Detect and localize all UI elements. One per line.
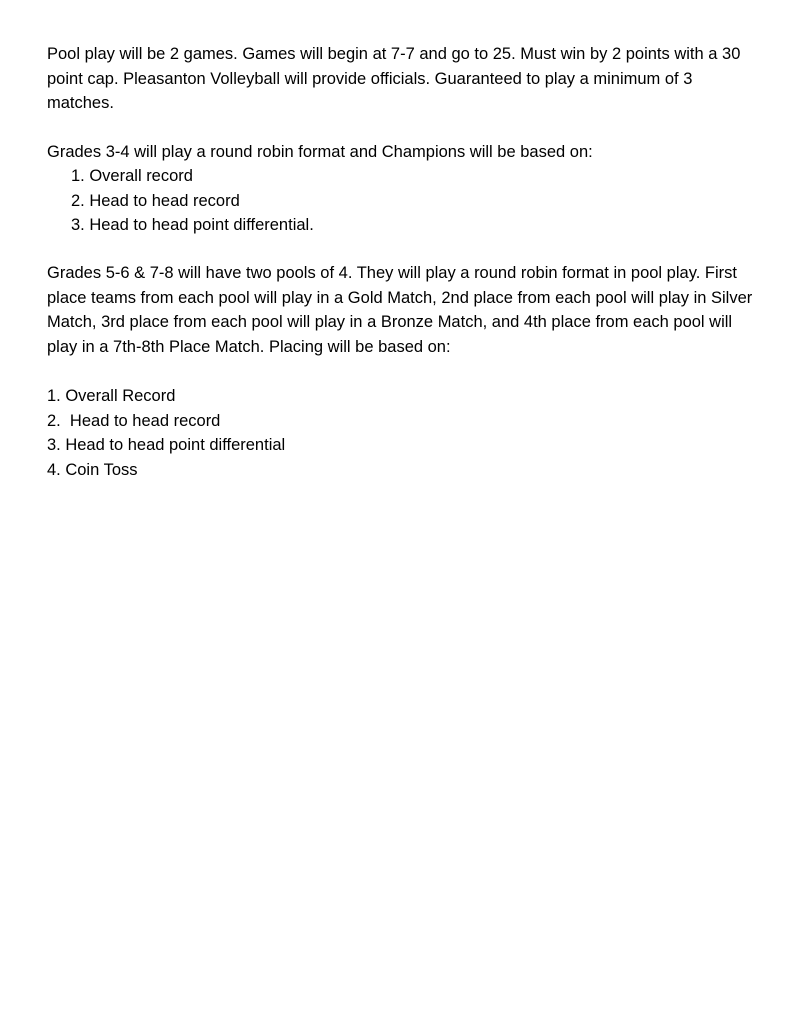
list-item: 1. Overall Record [47,387,176,405]
list-item: 4. Coin Toss [47,460,138,479]
pool-play-rules-paragraph: Pool play will be 2 games. Games will begin at 7-7 and go to 25. Must win by 2 points with a 30 point cap. Pleasanton Volleyball will provide officials. Guaranteed to play a minimum of 3 matches. [47,45,741,112]
grades-5-8-format-paragraph: Grades 5-6 & 7-8 will have two pools of 4. They will play a round robin format in pool play. First place teams from each pool will play in a Gold Match, 2nd place from each pool will play in Silver Match, 3rd place from each pool will play in a Bronze Match, and 4th place from each pool will play in a 7th-8th Place Match. Placing will be based on: [47,264,753,356]
list-item: 3. Head to head point differential [47,436,286,454]
grades-3-4-criteria-list [71,164,314,238]
list-item: 1. Overall record [71,167,193,185]
list-item: 2. Head to head record [71,191,240,210]
grades-5-8-criteria-list [47,384,285,482]
list-item: 2. Head to head record [47,411,221,430]
list-item: 3. Head to head point differential. [71,216,314,234]
grades-3-4-intro-paragraph: Grades 3-4 will play a round robin format and Champions will be based on: [47,143,593,161]
